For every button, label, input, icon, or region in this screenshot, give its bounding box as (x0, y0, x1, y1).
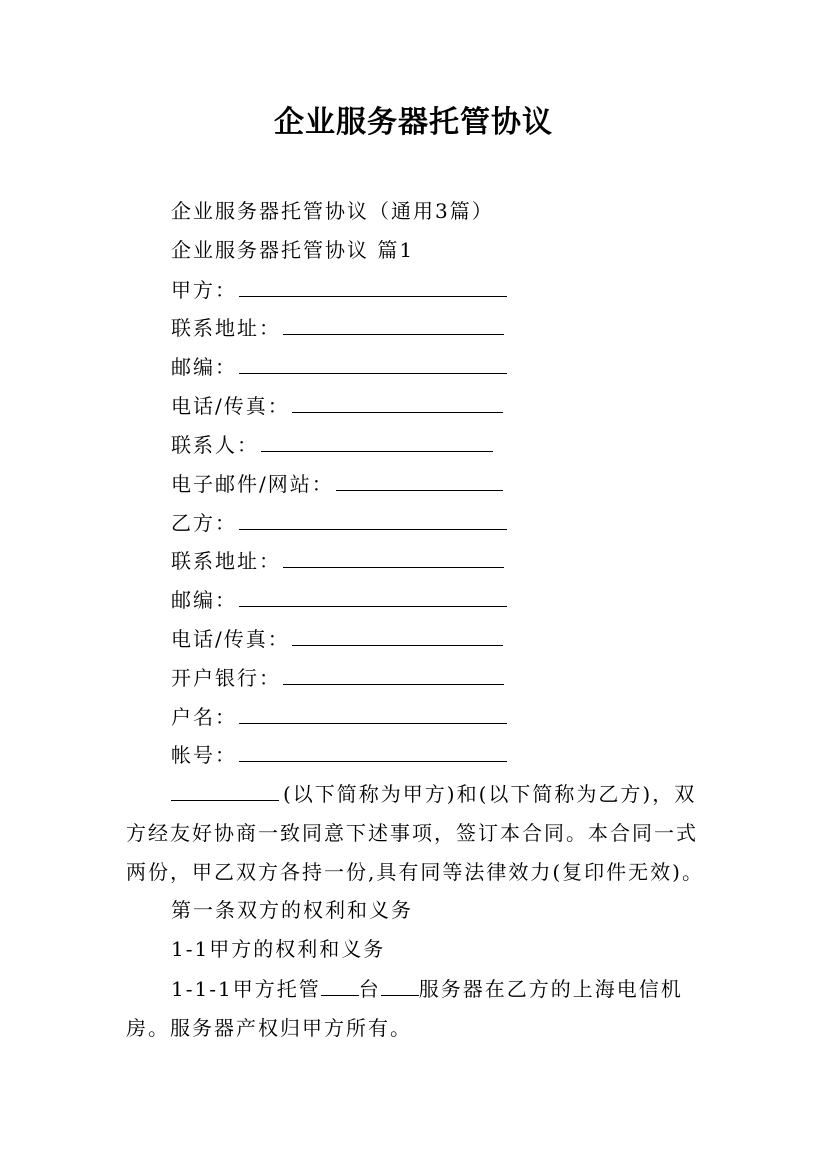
part-heading: 企业服务器托管协议 篇1 (171, 238, 415, 262)
party-a-email-web-label: 电子邮件/网站： (171, 472, 334, 496)
party-a-phone-fax-label: 电话/传真： (171, 394, 290, 418)
party-a-phone-fax-field (171, 392, 503, 419)
party-b-name-field (171, 509, 507, 536)
party-b-phone-fax-blank (292, 625, 503, 646)
section-1-1-heading: 1-1甲方的权利和义务 (171, 937, 386, 961)
party-b-phone-fax-field (171, 625, 503, 652)
party-b-bank-blank (283, 664, 504, 685)
party-b-account-no-blank (239, 741, 507, 762)
party-a-name-field (171, 276, 507, 303)
party-b-name-blank (239, 509, 507, 530)
party-a-address-field (171, 314, 504, 341)
subtitle: 企业服务器托管协议（通用3篇） (171, 199, 494, 223)
party-b-postcode-field (171, 586, 507, 613)
party-a-name-blank (239, 276, 507, 297)
party-a-address-blank (283, 314, 504, 335)
clause-1-1-1-part-b: 台 (358, 977, 381, 1001)
party-b-account-name-field (171, 703, 507, 730)
party-a-postcode-label: 邮编： (171, 355, 237, 379)
party-b-postcode-blank (239, 586, 507, 607)
party-b-account-name-label: 户名： (171, 705, 237, 729)
party-a-phone-fax-blank (292, 392, 503, 413)
party-b-postcode-label: 邮编： (171, 588, 237, 612)
party-a-postcode-blank (239, 353, 507, 374)
party-a-name-label: 甲方： (171, 278, 237, 302)
intro-paragraph (126, 775, 718, 892)
party-a-address-label: 联系地址： (171, 316, 281, 340)
party-a-contact-blank (261, 431, 493, 452)
article-1-heading: 第一条双方的权利和义务 (171, 898, 413, 922)
clause-1-1-1-part-c: 服务器在乙方的上海电信机房。服务器产权归甲方所有。 (126, 977, 683, 1040)
party-a-email-web-field (171, 470, 503, 497)
party-b-address-blank (283, 547, 504, 568)
party-b-phone-fax-label: 电话/传真： (171, 627, 290, 651)
party-b-name-label: 乙方： (171, 511, 237, 535)
party-b-bank-label: 开户银行： (171, 666, 281, 690)
party-b-bank-field (171, 664, 504, 691)
server-type-blank (381, 977, 419, 996)
party-b-account-no-label: 帐号： (171, 743, 237, 767)
party-b-account-name-blank (239, 703, 507, 724)
party-a-email-web-blank (336, 470, 503, 491)
intro-paragraph-text: (以下简称为甲方)和(以下简称为乙方)，双方经友好协商一致同意下述事项，签订本合同。本合同一式两份，甲乙双方各持一份,具有同等法律效力(复印件无效)。 (126, 782, 704, 884)
intro-party-blank (171, 782, 279, 801)
document-title: 企业服务器托管协议 (274, 105, 553, 140)
party-a-contact-label: 联系人： (171, 433, 259, 457)
server-count-blank (321, 977, 359, 996)
party-b-account-no-field (171, 741, 507, 768)
party-a-postcode-field (171, 353, 507, 380)
party-b-address-field (171, 547, 504, 574)
party-b-address-label: 联系地址： (171, 549, 281, 573)
party-a-contact-field (171, 431, 493, 458)
clause-1-1-1 (126, 970, 718, 1048)
clause-1-1-1-part-a: 1-1-1甲方托管 (171, 977, 321, 1001)
